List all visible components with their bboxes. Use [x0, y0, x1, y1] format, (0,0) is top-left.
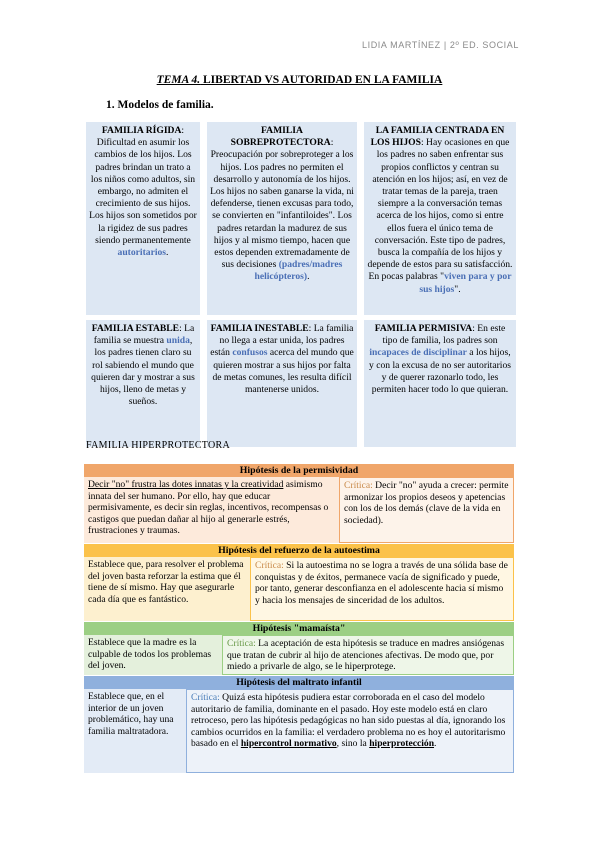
hypothesis-title: Hipótesis de la permisividad: [84, 464, 514, 477]
card-text: , los padres tienen claro su rol sabiendo el mundo que quieren dar y mostrar a sus hijos, lleno de metas y sueños.: [91, 335, 195, 408]
card-familia-estable: [86, 320, 200, 447]
hypothesis-description: Establece que, en el interior de un joven problemático, hay una familia maltratadora.: [84, 689, 186, 773]
hypothesis-title: Hipótesis del refuerzo de la autoestima: [84, 544, 514, 557]
critique-emphasis: hiperprotección: [369, 738, 435, 750]
card-highlight: viven para y por sus hijos: [419, 271, 512, 295]
hypothesis-title: Hipótesis del maltrato infantil: [84, 676, 514, 689]
card-familia-centrada: [364, 122, 516, 315]
critique-label: Crítica:: [255, 560, 284, 571]
card-text: : Preocupación por sobreproteger a los hijos. Los padres no permiten el desarrollo y autonomía de los hijos. Los hijos no saben ganarse la vida, ni defenderse, tienen excusas para todo, se convierten en "infantiloides". Los padres retardan la madurez de sus hijos y al mismo tiempo, hacen que estos dependen extremadamente de sus decisiones: [210, 137, 354, 271]
hypothesis-autoestima: [84, 544, 514, 621]
card-end: .: [307, 271, 310, 283]
card-end: .: [166, 247, 169, 259]
card-head: FAMILIA RÍGIDA: [101, 125, 182, 136]
card-highlight: incapaces de disciplinar: [369, 347, 467, 359]
card-text: : Dificultad en asumir los cambios de los hijos. Los padres brindan un trato a los niños como adultos, sin embargo, no admiten el crecimiento de sus hijos. Los hijos son sometidos por la rigidez de sus padres siendo permanentemente: [89, 125, 197, 246]
hypothesis-description: Establece que, para resolver el problema del joven basta reforzar la estima que él tiene de sí mismo. Hay que asegurarle cada día que es fantástico.: [84, 557, 250, 621]
hypothesis-critique: [186, 689, 514, 773]
card-familia-rigida: [86, 122, 200, 315]
card-head: LA FAMILIA CENTRADA EN LOS HIJOS: [370, 125, 505, 149]
card-head: FAMILIA SOBREPROTECTORA: [230, 125, 331, 149]
hypothesis-text: asimismo innata del ser humano. Por ello, hay que educar permisivamente, es decir sin reglas, incentivos, recompensas o castigos que puedan dañar al hijo al generarle estrés, frustraciones y traumas.: [88, 479, 329, 537]
family-models-grid: [86, 122, 516, 447]
hypothesis-maltrato: [84, 676, 514, 773]
card-text: acerca del mundo que quieren mostrar a sus hijos por falta de metas comunes, les resulta difícil mantenerse unidos.: [212, 347, 354, 396]
card-highlight: confusos: [232, 347, 268, 359]
card-end: ".: [454, 283, 461, 295]
hypothesis-permisividad: [84, 464, 514, 543]
card-text: : La familia no llega a estar unida, los padres están: [210, 323, 354, 359]
critique-text: La aceptación de esta hipótesis se traduce en madres ansiógenas que tratan de cubrir al hijo de atenciones afectivas. De modo que, por miedo a privarle de algo, se le hiperprotege.: [227, 638, 505, 673]
page-title: [0, 74, 599, 86]
card-text: : En este tipo de familia, los padres son: [382, 323, 506, 347]
critique-label: Crítica:: [344, 480, 373, 491]
hypothesis-title: Hipótesis "mamaísta": [84, 622, 514, 635]
card-head: FAMILIA PERMISIVA: [374, 323, 473, 334]
hypothesis-critique: [222, 635, 514, 675]
card-highlight: unida: [166, 335, 190, 347]
hypothesis-description: Establece que la madre es la culpable de todos los problemas del joven.: [84, 635, 222, 675]
card-familia-sobreprotectora: [207, 122, 357, 315]
critique-text: .: [434, 738, 437, 750]
subsection-heading: FAMILIA HIPERPROTECTORA: [86, 440, 231, 451]
card-text: a los hijos, y con la excusa de no ser autoritarios y de querer razonarlo todo, les permiten hacer todo lo que quieran.: [369, 347, 511, 396]
card-head: FAMILIA ESTABLE: [91, 323, 180, 334]
card-familia-inestable: [207, 320, 357, 447]
critique-emphasis: hipercontrol normativo: [240, 738, 337, 750]
card-text: : Hay ocasiones en que los padres no saben enfrentar sus propios conflictos y centran su atención en los hijos; así, en vez de tratar temas de la pareja, traen siempre a la conversación temas acerca de los hijos, como si entre ellos fuera el único tema de conversación. Este tipo de padres, busca la compañía de los hijos y depende de estos para su satisfacción. En pocas palabras ": [367, 137, 513, 283]
hypothesis-critique: [250, 557, 514, 621]
hypothesis-description: [84, 477, 339, 543]
hypothesis-mamaista: [84, 622, 514, 675]
card-text: : La familia se muestra: [93, 323, 195, 347]
card-highlight: autoritarios: [117, 247, 167, 259]
page-header: LIDIA MARTÍNEZ | 2º ED. SOCIAL: [362, 40, 519, 50]
title-text: LIBERTAD VS AUTORIDAD EN LA FAMILIA: [200, 74, 443, 86]
hypothesis-lead: Decir "no" frustra las dotes innatas y la creatividad: [88, 479, 284, 490]
critique-text: Si la autoestima no se logra a través de una sólida base de conquistas y de éxitos, permanece vacía de significado y puede, por tanto, generar desconfianza en el adolescente hacia sí mismo y hacia los mensajes de sinceridad de los adultos.: [255, 560, 508, 606]
critique-text: : permite armonizar los propios deseos y apetencias con los de los demás (clave de la vida en sociedad).: [344, 480, 509, 526]
critique-label: Crítica:: [191, 692, 220, 703]
critique-label: Crítica:: [227, 638, 256, 649]
section-heading: 1. Modelos de familia.: [106, 99, 214, 111]
card-highlight: (padres/madres helicópteros): [254, 259, 343, 283]
critique-text: Quizá esta hipótesis pudiera estar corroborada en el caso del modelo autoritario de familia, dominante en el pasado. Hoy este modelo está en claro retroceso, pero las hipótesis pedagógicas no han sido puestas al día, ignorando los cambios ocurridos en la familia: el verdadero problema no es hoy el autoritarismo basado en el: [191, 692, 506, 750]
hypothesis-critique: [339, 477, 514, 543]
card-familia-permisiva: [364, 320, 516, 447]
critique-text: , sino la: [336, 738, 370, 750]
title-prefix: TEMA 4.: [156, 74, 201, 86]
card-head: FAMILIA INESTABLE: [210, 323, 309, 334]
critique-lead: Decir "no" ayuda a crecer: [372, 480, 475, 491]
